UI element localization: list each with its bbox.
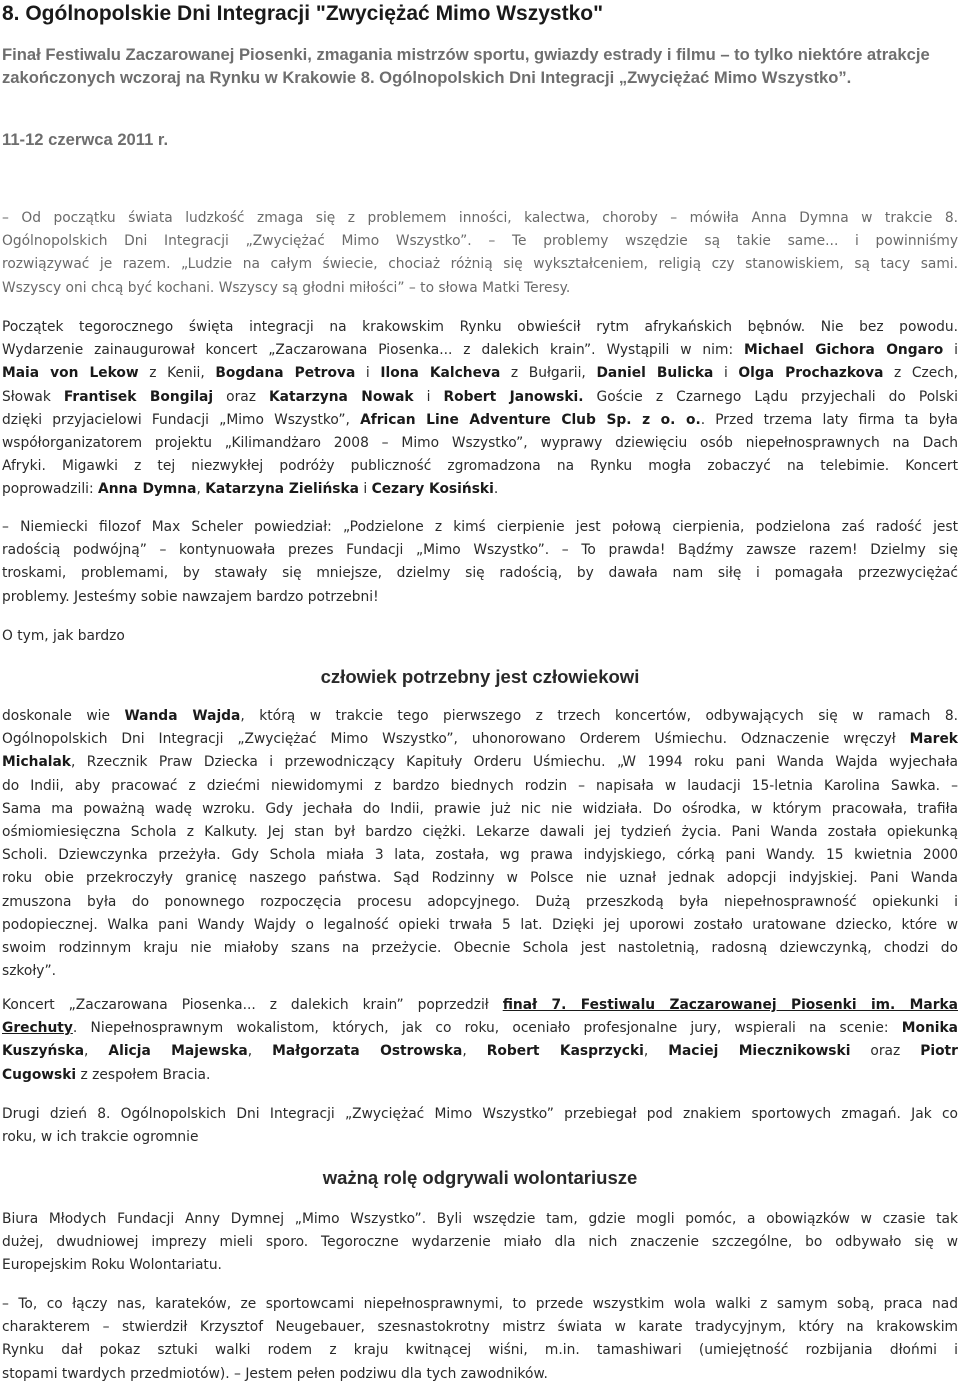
text-line: swoim rodzinnym kraju nie miałoby szans na przeżycie. Obecnie Schola jest nastoletnią, radosną dziewczynką, chodzi do	[2, 939, 958, 956]
text-line: dużej, dwudniowej imprezy mieli sporo. Tegoroczne wydarzenie miało dla nich znaczenie szczególne, bo odbywało się w	[2, 1234, 958, 1251]
person-name: Marek	[909, 731, 958, 748]
text-line: Koncert „Zaczarowana Piosenka... z dalekich krain” poprzedził finał 7. Festiwalu Zaczarowanej Piosenki im. Marka	[2, 997, 958, 1013]
host-name: Anna Dymna	[98, 481, 197, 498]
text-line: radością podwójną” – kontynuowała prezes Fundacji „Mimo Wszystko”. – To prawda! Bądźmy zawsze razem! Dzielmy się	[2, 542, 958, 559]
text-line: O tym, jak bardzo	[2, 628, 125, 644]
artist-name: Małgorzata Ostrowska	[272, 1043, 463, 1060]
text-line: – Niemiecki filozof Max Scheler powiedział: „Podzielone z kimś cierpienie jest połową cierpienia, podzielona zaś radość jest	[2, 519, 958, 535]
festival-link-continued[interactable]: Grechuty	[2, 1020, 73, 1037]
text-line: stopami twardych przedmiotów). – Jestem pełen podziwu dla tych zawodników.	[2, 1365, 548, 1382]
text-line: roku, w ich trakcie ogromnie	[2, 1129, 199, 1146]
text-line: Cugowski z zespołem Bracia.	[2, 1066, 211, 1083]
paragraph-karate	[2, 1293, 958, 1386]
text-line: – To, co łączy nas, karateków, ze sportowcami niepełnosprawnymi, to przede wszystkim wola walki z samym sobą, praca nad	[2, 1296, 958, 1312]
article-title: 8. Ogólnopolskie Dni Integracji "Zwyciężać Mimo Wszystko"	[2, 2, 604, 25]
text-line: Afryki. Migawki z tej niezwykłej podróży publiczność zgromadzona na Rynku mogła zobaczyć na telebimie. Koncert	[2, 458, 958, 475]
text-line: Europejskim Roku Wolontariatu.	[2, 1257, 222, 1274]
paragraph-festival	[2, 994, 958, 1087]
text-line: roku obie przekroczyły granicę naszego państwa. Sąd Rodzinny w Polsce nie uznał jednak adopcji indyjskiej. Pani Wanda	[2, 870, 958, 887]
artist-name: Robert Kasprzycki	[486, 1043, 644, 1060]
artist-name: Maciej Miecznikowski	[668, 1043, 851, 1060]
performer-name: Maia von Lekow	[2, 365, 139, 382]
person-name: Michalak	[2, 754, 71, 771]
host-name: Katarzyna Zielińska	[205, 481, 359, 498]
performer-name: Bogdana Petrova	[215, 365, 356, 382]
host-name: Cezary Kosiński	[371, 481, 494, 498]
artist-name: Cugowski	[2, 1066, 77, 1083]
section-heading: ważną rolę odgrywali wolontariusze	[322, 1167, 638, 1188]
text-line: poprowadzili: Anna Dymna, Katarzyna Zielińska i Cezary Kosiński.	[2, 481, 499, 498]
paragraph-quote-anna-dymna	[2, 207, 958, 300]
performer-name: Michael Gichora Ongaro	[744, 342, 944, 359]
text-line: charakterem – stwierdził Krzysztof Neugebauer, szesnastokrotny mistrz świata w karate tradycyjnym, który na krakowskim	[2, 1319, 958, 1336]
performer-name: Ilona Kalcheva	[380, 365, 501, 382]
artist-name: Kuszyńska	[2, 1043, 85, 1060]
paragraph-wanda-wajda	[2, 705, 958, 983]
text-line: Ogólnopolskich Dni Integracji „Zwyciężać Mimo Wszystko”, uhonorowano Orderem Uśmiechu. Odznaczenie wręczył Marek	[2, 731, 958, 748]
text-line: dzięki przyjacielowi Fundacji „Mimo Wszystko”, African Line Adventure Club Sp. z o. o.. Przed trzema laty firma ta była	[2, 411, 958, 428]
performer-name: Robert Janowski.	[443, 388, 584, 405]
text-line: Rynku dał pokaz sztuki walki rodem z kraju kwitnącej wiśni, m.in. tamashiwari (umiejętność rozbijania dłońmi i	[2, 1342, 958, 1359]
text-line: Maia von Lekow z Kenii, Bogdana Petrova i Ilona Kalcheva z Bułgarii, Daniel Bulicka i Olga Prochazkova z Czech,	[2, 365, 958, 382]
paragraph-concert	[2, 316, 958, 502]
text-line: podopiecznej. Walka pani Wandy Wajdy o legalność opieki trwała 5 lat. Dzięki jej uporowi zostało uratowane dziecko, które w	[2, 916, 958, 933]
artist-name: Piotr	[920, 1043, 958, 1060]
text-line: Drugi dzień 8. Ogólnopolskich Dni Integracji „Zwyciężać Mimo Wszystko” przebiegał pod znakiem sportowych zmagań. Jak co	[2, 1106, 958, 1122]
text-line: – Od początku świata ludzkość zmaga się z problemem inności, kalectwa, choroby – mówiła Anna Dymna w trakcie 8.	[2, 210, 958, 226]
person-name: Wanda Wajda	[124, 708, 241, 724]
paragraph-intro	[2, 625, 958, 648]
performer-name: Katarzyna Nowak	[268, 388, 414, 405]
article-date: 11-12 czerwca 2011 r.	[2, 130, 169, 149]
company-name: African Line Adventure Club Sp. z o. o.	[360, 411, 701, 428]
paragraph-second-day	[2, 1103, 958, 1149]
text-line: problemy. Jesteśmy sobie nawzajem bardzo potrzebni!	[2, 588, 379, 605]
artist-name: Alicja Majewska	[108, 1043, 248, 1060]
paragraph-volunteers	[2, 1208, 958, 1278]
artist-name: Monika	[901, 1020, 958, 1037]
text-line: zmuszona była do ponownego rozpoczęcia procesu adopcyjnego. Dużą przeszkodą była niepełnosprawność opiekunki i	[2, 893, 958, 910]
text-line: troskami, problemami, by stawały się mniejsze, dzielmy się radością, by dawała nam siłę i pomagała przezwyciężać	[2, 565, 958, 582]
paragraph-max-scheler	[2, 516, 958, 609]
text-line: Michalak, Rzecznik Praw Dziecka i przewodniczący Kapituły Orderu Uśmiechu. „W 1994 roku pani Wanda Wajda wyjechała	[2, 754, 958, 771]
text-line: szkoły”.	[2, 963, 56, 980]
text-line: rozwiązywać je razem. „Ludzie na całym świecie, chociaż różnią się wykształceniem, religią czy stanowiskiem, są tacy sami.	[2, 256, 958, 273]
text-line: ośmiomiesięczna Schola z Kalkuty. Jej stan był bardzo ciężki. Lekarze dawali jej tydzień życia. Pani Wanda została opiekunką	[2, 823, 958, 840]
performer-name: Frantisek Bongilaj	[63, 388, 214, 405]
text-line: Początek tegorocznego święta integracji na krakowskim Rynku obwieścił rytm afrykańskich bębnów. Nie bez powodu.	[2, 319, 958, 335]
text-line: Grechuty. Niepełnosprawnym wokalistom, których, jak co roku, oceniało profesjonalne jury, wspierali na scenie: Monika	[2, 1020, 958, 1037]
text-line: Słowak Frantisek Bongilaj oraz Katarzyna Nowak i Robert Janowski. Goście z Czarnego Lądu przyjechali do Polski	[2, 388, 958, 405]
performer-name: Olga Prochazkova	[738, 365, 884, 382]
text-line: Biura Młodych Fundacji Anny Dymnej „Mimo Wszystko”. Byli wszędzie tam, gdzie mogli pomóc, a obowiązków w czasie tak	[2, 1211, 958, 1227]
section-heading: człowiek potrzebny jest człowiekowi	[320, 666, 640, 687]
text-line: współorganizatorem projektu „Kilimandżaro 2008 – Mimo Wszystko”, wyprawy dziewięciu osób niepełnosprawnych na Dach	[2, 434, 958, 451]
text-line: do Indii, aby pracować z dziećmi niewidomymi z bardzo biednych rodzin – napisała w laudacji 15-letnia Karolina Sawka. –	[2, 777, 958, 794]
festival-link[interactable]: finał 7. Festiwalu Zaczarowanej Piosenki im. Marka	[502, 997, 958, 1013]
article-lead: Finał Festiwalu Zaczarowanej Piosenki, zmagania mistrzów sportu, gwiazdy estrady i filmu – to tylko niektóre atrakcje zakończonych wczoraj na Rynku w Krakowie 8. Ogólnopolskich Dni Integracji „Zwyciężać Mimo Wszystko”.	[2, 45, 930, 87]
text-line: Wydarzenie zainaugurował koncert „Zaczarowana Piosenka... z dalekich krain”. Wystąpili w nim: Michael Gichora Ongaro i	[2, 342, 958, 359]
text-line: Ogólnopolskich Dni Integracji „Zwyciężać Mimo Wszystko”. – Te problemy wszędzie są takie same... i powinniśmy	[2, 233, 958, 250]
text-line: Scholi. Dziewczynka przeżyła. Gdy Schola miała 3 lata, została, wg prawa indyjskiego, córką pani Wandy. 15 kwietnia 2000	[2, 847, 958, 864]
performer-name: Daniel Bulicka	[596, 365, 714, 382]
text-line: doskonale wie Wanda Wajda, którą w trakcie tego pierwszego z trzech koncertów, odbywających się w ramach 8.	[2, 708, 958, 724]
text-line: Sama ma poważną wadę wzroku. Gdy jechała do Indii, prawie już nic nie widziała. Do ośrodka, w którym pracowała, trafiła	[2, 800, 958, 817]
text-line: Kuszyńska, Alicja Majewska, Małgorzata Ostrowska, Robert Kasprzycki, Maciej Miecznikowski oraz Piotr	[2, 1043, 958, 1060]
text-line: Wszyscy oni chcą być kochani. Wszyscy są głodni miłości” – to słowa Matki Teresy.	[2, 279, 571, 296]
